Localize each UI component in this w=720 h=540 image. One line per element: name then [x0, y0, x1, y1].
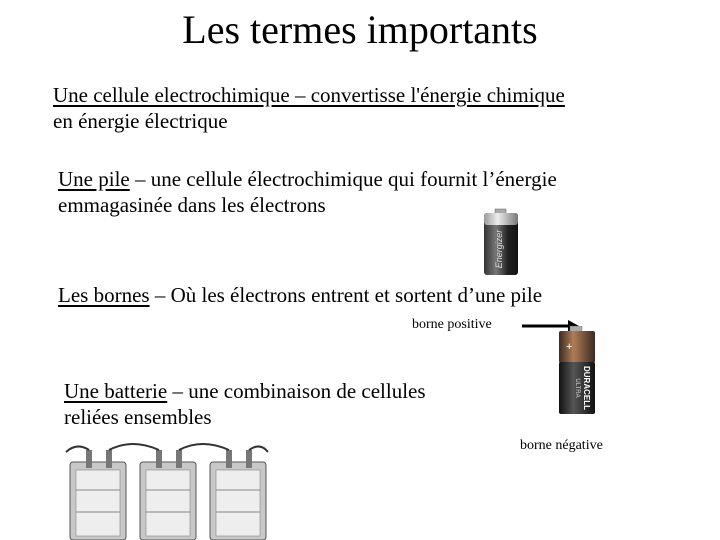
definition-batterie-line2: reliées ensembles: [64, 405, 212, 429]
term-pile: Une pile: [58, 167, 130, 191]
term-bornes: Les bornes: [58, 283, 150, 307]
definition-cellule: [53, 82, 565, 134]
battery-brand-text: Energizer: [494, 229, 504, 269]
definition-cellule-line2: en énergie électrique: [53, 109, 228, 133]
battery-cells-illustration: [62, 440, 272, 540]
duracell-sub-text: ULTRA: [574, 378, 580, 398]
definition-cellule-text: – convertisse l'énergie chimique: [294, 83, 565, 107]
label-borne-negative: borne négative: [520, 438, 603, 453]
duracell-battery-image: [556, 326, 628, 418]
term-batterie: Une batterie: [64, 379, 168, 403]
term-cellule: Une cellule electrochimique: [53, 83, 295, 107]
slide-title: Les termes importants: [182, 7, 538, 52]
definition-pile-line2: emmagasinée dans les électrons: [58, 193, 326, 217]
duracell-brand-text: DURACELL: [582, 366, 591, 410]
definition-bornes-text: – Où les électrons entrent et sortent d’une pile: [149, 283, 543, 307]
definition-batterie-text: – une combinaison de cellules: [167, 379, 426, 403]
energizer-battery-image: [476, 207, 526, 277]
definition-bornes: [58, 282, 542, 308]
definition-batterie: [64, 378, 426, 430]
label-borne-positive: borne positive: [412, 317, 492, 332]
plus-sign-text: +: [566, 341, 573, 353]
definition-pile-text: – une cellule électrochimique qui fournit l’énergie: [129, 167, 557, 191]
